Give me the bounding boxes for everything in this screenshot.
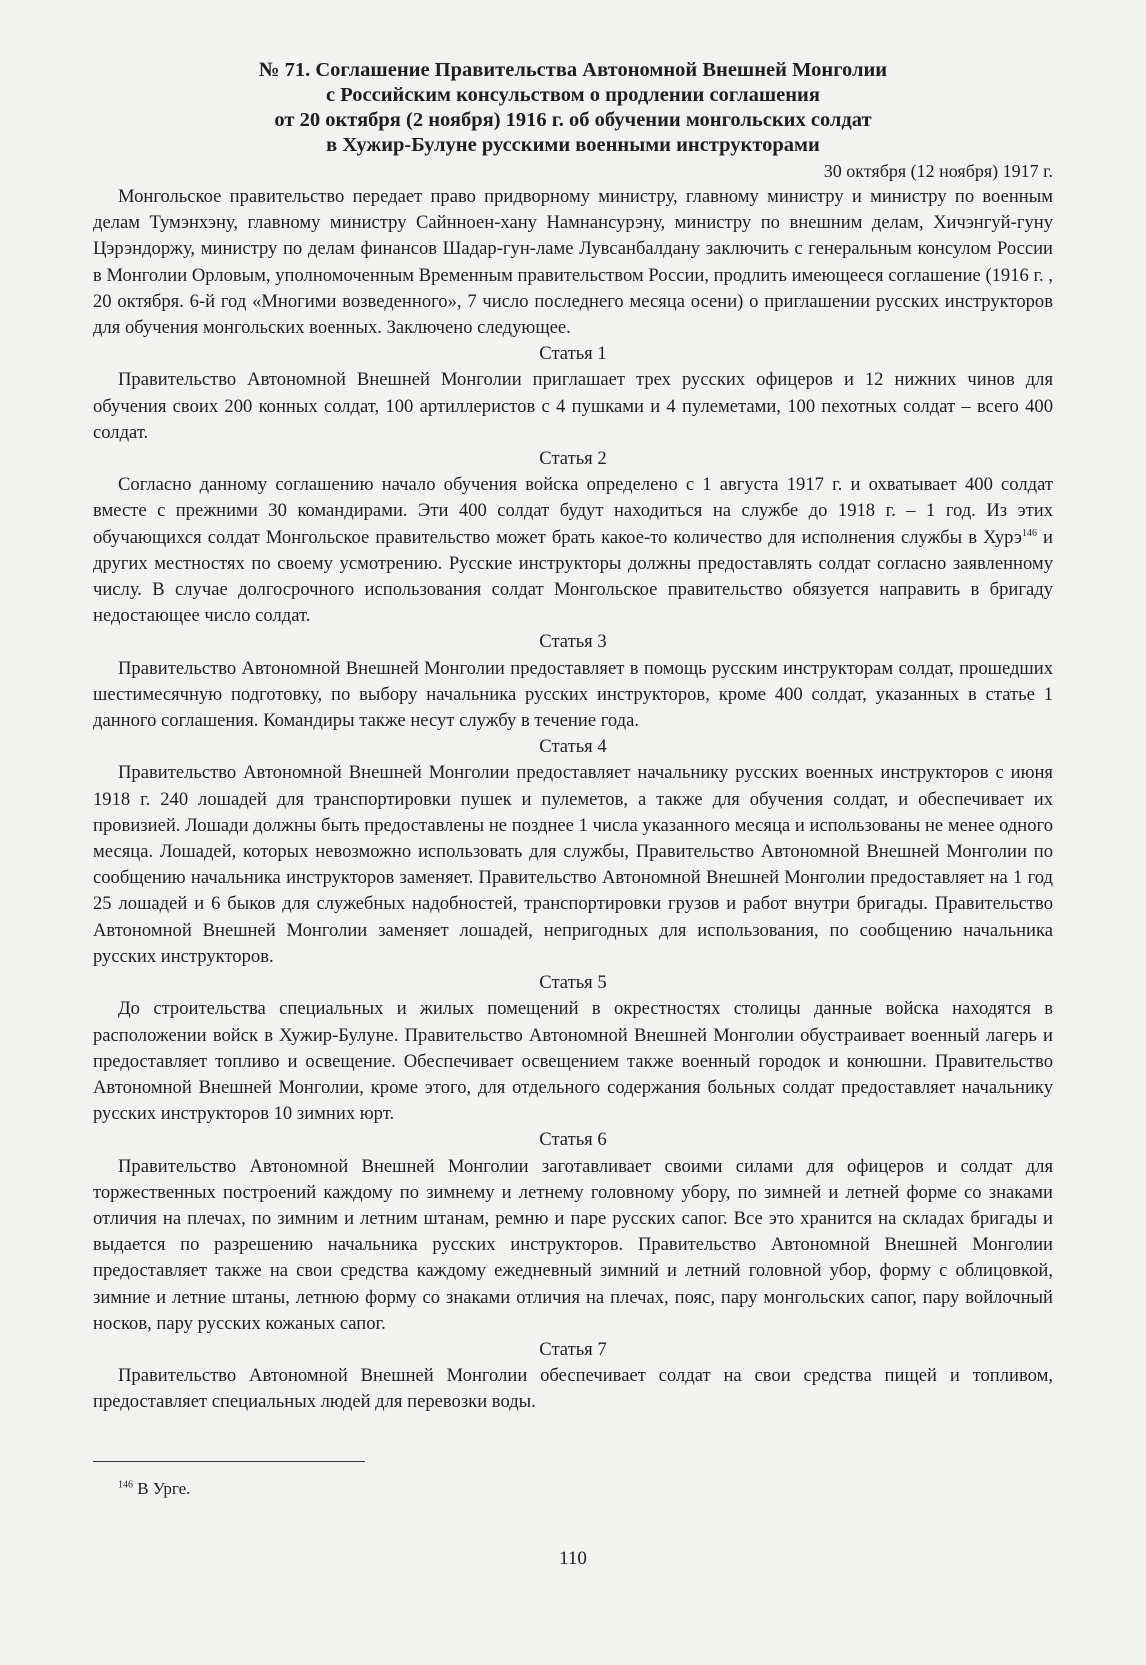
article-3-heading: Статья 3 <box>539 631 607 653</box>
document-content <box>93 58 1053 1416</box>
article-2-heading: Статья 2 <box>539 448 607 470</box>
article-5-heading: Статья 5 <box>539 972 607 994</box>
document-date: 30 октября (12 ноября) 1917 г. <box>823 161 1053 181</box>
title-line-4: в Хужир-Булуне русскими военными инструкторами <box>326 134 820 156</box>
article-5-text: До строительства специальных и жилых помещений в окрестностях столицы данные войска находятся в расположении войск в Хужир-Булуне. Правительство Автономной Внешней Монголии обустраивает военный лагерь и предоставляет топливо и освещение. Обеспечивает освещением также военный городок и конюшни. Правительство Автономной Внешней Монголии, кроме этого, для отдельного содержания больных солдат предоставляет начальнику русских инструкторов 10 зимних юрт. <box>93 998 1053 1125</box>
article-4-heading: Статья 4 <box>539 736 607 758</box>
footnote-divider <box>93 1461 365 1462</box>
title-line-2: с Российским консульством о продлении соглашения <box>326 84 820 106</box>
article-1-heading: Статья 1 <box>539 343 607 365</box>
article-3-text: Правительство Автономной Внешней Монголии предоставляет в помощь русским инструкторам солдат, прошедших шестимесячную подготовку, по выбору начальника русских инструкторов, кроме 400 солдат, указанных в статье 1 данного соглашения. Командиры также несут службу в течение года. <box>93 657 1053 732</box>
article-4-text: Правительство Автономной Внешней Монголии предоставляет начальнику русских военных инструкторов с июня 1918 г. 240 лошадей для транспортировки пушек и пулеметов, а также для обучения солдат, и обеспечивает их провизией. Лошади должны быть предоставлены не позднее 1 числа указанного месяца и использованы не менее одного месяца. Лошадей, которых невозможно использовать для службы, Правительство Автономной Внешней Монголии по сообщению начальника инструкторов заменяет. Правительство Автономной Внешней Монголии предоставляет на 1 год 25 лошадей и 6 быков для служебных надобностей, транспортировки грузов и работ внутри бригады. Правительство Автономной Внешней Монголии заменяет лошадей, непригодных для использования, по сообщению начальника русских инструкторов. <box>93 762 1053 967</box>
title-line-1: № 71. Соглашение Правительства Автономной Внешней Монголии <box>258 59 888 81</box>
article-6-text: Правительство Автономной Внешней Монголии заготавливает своими силами для офицеров и солдат для торжественных построений каждому по зимнему и летнему головному убору, по зимней и летней форме со знаками отличия на плечах, по зимним и летним штанам, ремню и паре русских сапог. Все это хранится на складах бригады и выдается по разрешению начальника русских инструкторов. Правительство Автономной Внешней Монголии предоставляет также на свои средства каждому ежедневный зимний и летний головной убор, форму с облицовкой, зимние и летние штаны, летнюю форму со знаками отличия на плечах, пояс, пару монгольских сапог, пару войлочный носков, пару русских кожаных сапог. <box>93 1155 1053 1334</box>
footnote-text: В Урге. <box>133 1479 191 1498</box>
article-2-text-part-2: и других местностях по своему усмотрению. Русские инструкторы должны предоставлять солдат согласно заявленному числу. В случае долгосрочного использования солдат Монгольское правительство обязуется направить в бригаду недостающее число солдат. <box>93 526 1053 627</box>
preamble-paragraph: Монгольское правительство передает право придворному министру, главному министру и министру по военным делам Тумэнхэну, главному министру Сайнноен-хану Намнансурэну, министру по внешним делам, Хичэнгуй-гуну Цэрэндоржу, министру по делам финансов Шадар-гун-ламе Лувсанбалдану заключить с генеральным консулом России в Монголии Орловым, уполномоченным Временным правительством России, продлить имеющееся соглашение (1916 г. , 20 октября. 6-й год «Многими возведенного», 7 число последнего месяца осени) о приглашении русских инструкторов для обучения монгольских военных. Заключено следующее. <box>93 186 1053 339</box>
footnote-reference[interactable]: 146 <box>1021 527 1037 539</box>
title-line-3: от 20 октября (2 ноября) 1916 г. об обучении монгольских солдат <box>274 109 872 131</box>
document-title <box>93 58 1053 158</box>
article-2-text-part-1: Согласно данному соглашению начало обучения войска определено с 1 августа 1917 г. и охватывает 400 солдат вместе с прежними 30 командирами. Эти 400 солдат будут находиться на службе до 1918 г. – 1 год. Из этих обучающихся солдат Монгольское правительство может брать какое-то количество для исполнения службы в Хурэ <box>93 474 1053 548</box>
article-2-text <box>93 472 1053 629</box>
article-6-heading: Статья 6 <box>539 1129 607 1151</box>
footnote-mark: 146 <box>118 1479 133 1491</box>
footnote <box>118 1478 190 1500</box>
article-1-text: Правительство Автономной Внешней Монголии приглашает трех русских офицеров и 12 нижних чинов для обучения своих 200 конных солдат, 100 артиллеристов с 4 пушками и 4 пулеметами, 100 пехотных солдат – всего 400 солдат. <box>93 369 1053 443</box>
article-7-text: Правительство Автономной Внешней Монголии обеспечивает солдат на свои средства пищей и топливом, предоставляет специальных людей для перевозки воды. <box>93 1365 1053 1413</box>
page-number: 110 <box>559 1548 587 1569</box>
article-7-heading: Статья 7 <box>539 1338 607 1360</box>
